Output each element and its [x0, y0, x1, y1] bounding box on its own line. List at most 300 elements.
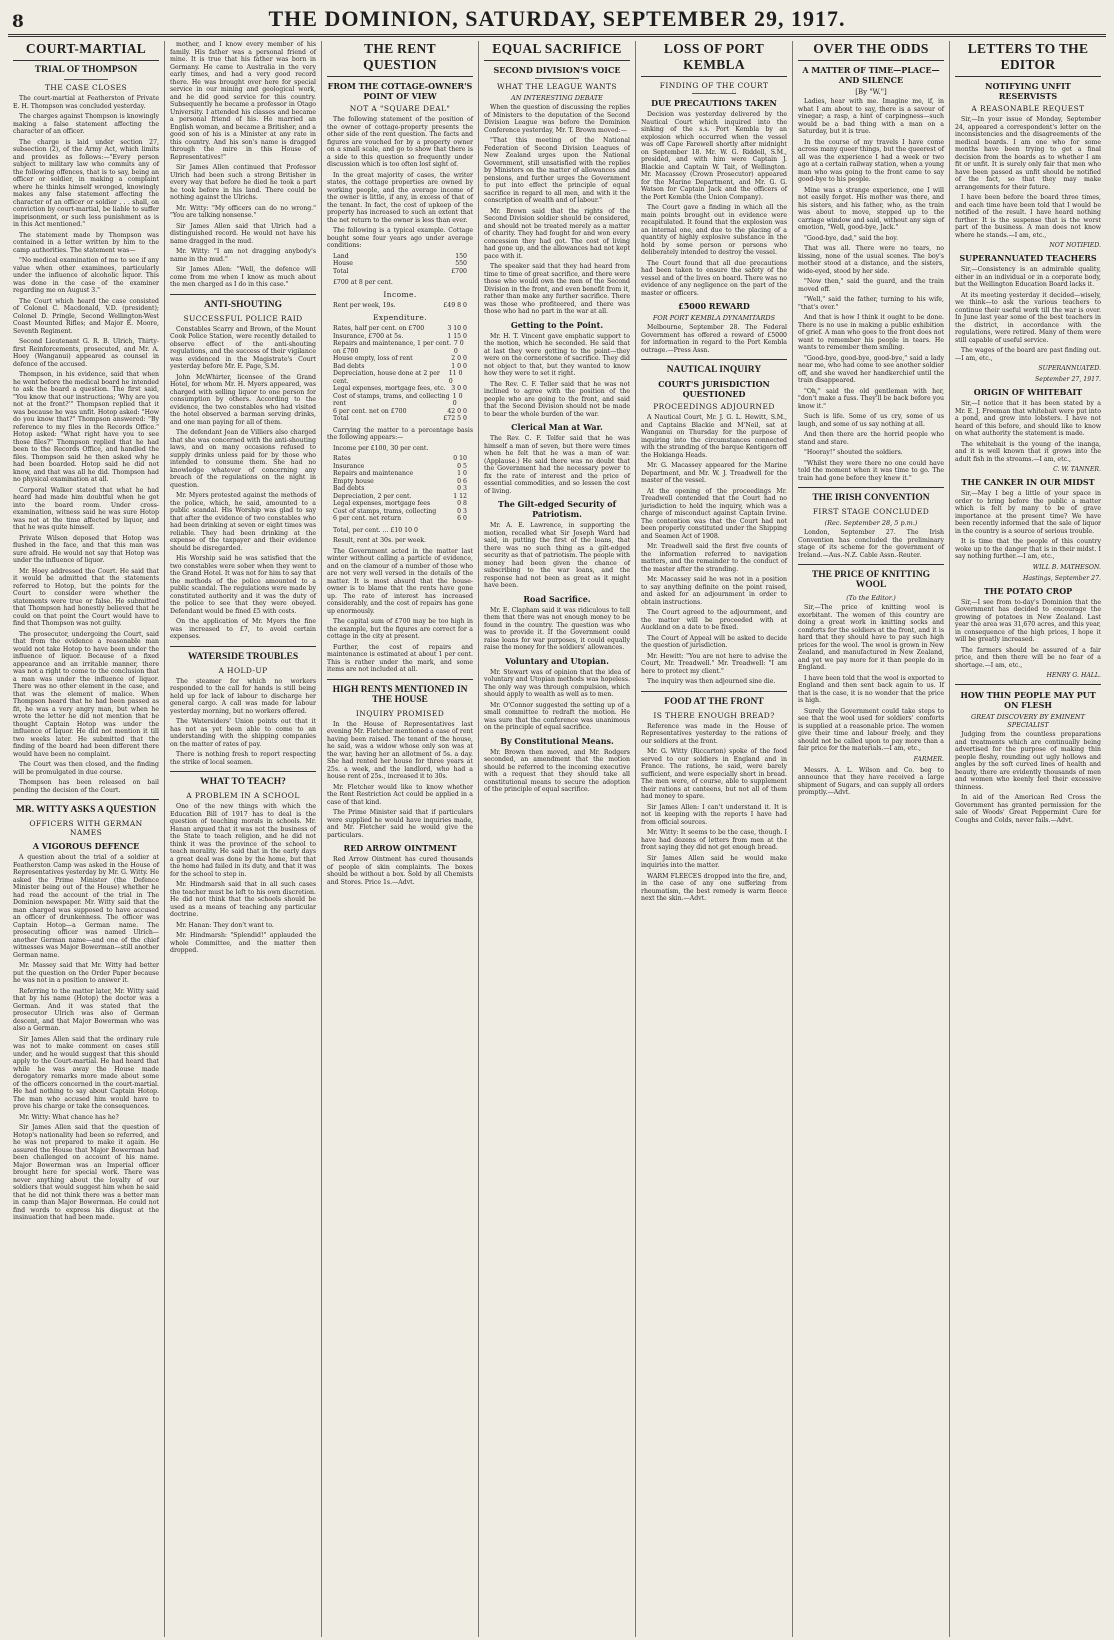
paragraph: On the application of Mr. Myers the fine was increased to £7, to avoid certain expenses.: [170, 618, 316, 640]
paragraph: The Rev. C. F. Telfer said that he was himself a man of seven, but there were times when he felt that he was a man of war. (Applause.) He said there was no doubt that the Government had the necessary power to fix the rate of interest and the price of essential commodities, and so lessen the cost of living.: [484, 435, 630, 495]
paragraph: The Court agreed to the adjournment, and the matter will be proceeded with at Auckland on a date to be fixed.: [641, 609, 787, 631]
table-note: £700 at 8 per cent.: [333, 279, 393, 286]
divider: [641, 359, 787, 360]
paragraph: "Good-bye, dad," said the boy.: [804, 234, 898, 242]
table-row: [327, 268, 473, 276]
table-value: 0 6: [457, 477, 467, 485]
table-value: £700: [451, 267, 467, 275]
signature: NOT NOTIFIED.: [1049, 242, 1101, 249]
reward-subhead: FOR PORT KEMBLA DYNAMITARDS: [652, 314, 776, 322]
subhead-to-editor: (To the Editor.): [846, 594, 896, 602]
paragraph: Total, per cent. ... £10 10 0: [333, 526, 418, 534]
advertisement: WARM FLEECES dropped into the fire, and, in the case of any one suffering from rheumatism, the best remedy is warm fleece next the skin.—Advt.: [641, 872, 787, 902]
table-row: [327, 508, 473, 516]
subhead-problem-school: A PROBLEM IN A SCHOOL: [186, 791, 300, 800]
paragraph: The court-martial at Featherston of Private E. H. Thompson was concluded yesterday.: [13, 95, 159, 110]
paragraph: Mr. Massey said that Mr. Witty had better put the question on the Order Paper because he was not in a position to answer it.: [13, 962, 159, 984]
cost-table: [327, 253, 473, 276]
expenditure-table: [327, 325, 473, 423]
table-value: 2 0 0: [451, 355, 467, 362]
headline-potato-crop: THE POTATO CROP: [983, 585, 1073, 596]
paragraph: I have been told that the wool is exported to England and then sent back again to us. If that is the case, it is no wonder that the price is high.: [798, 674, 944, 704]
paragraph: Income per £100, 30 per cent.: [333, 444, 429, 452]
table-value: 1 0: [457, 470, 467, 477]
table-label: Rates: [333, 455, 351, 462]
table-row: [327, 515, 473, 523]
article-body: [327, 427, 473, 453]
paragraph: "Good-bye, good-bye, good-bye," said a lady near me, who had come to see another soldier off, and she waved her handkerchief until the train disappeared.: [798, 354, 944, 384]
divider: [955, 684, 1101, 685]
paragraph: Mr. Myers protested against the methods of the police, which, he said, amounted to a public scandal. His Worship was glad to say that after the evidence of two constables who had been drinking at seven or eight times was reliable. They had been drinking at the expense of the taxpayer and their evidence should be disregarded.: [170, 492, 316, 552]
table-row: [327, 393, 473, 408]
table-label: Legal expenses, mortgage fees: [333, 500, 431, 507]
paragraph: Mr. Witty: "My officers can do no wrong." "You are talking nonsense.": [170, 204, 316, 219]
subhead-square-deal: NOT A "SQUARE DEAL": [349, 104, 451, 113]
table-label: Repairs and maintenance, 1 per cent. on £700: [333, 340, 452, 355]
article-body: [327, 721, 473, 840]
article-body: [484, 333, 630, 419]
column-5: [636, 41, 793, 1637]
table-value: 7 0 0: [453, 340, 464, 355]
table-label: Insurance: [333, 462, 365, 470]
paragraph: "Oh," said the old gentleman with her, "don't make a fuss. They'll be back before you know it.": [798, 387, 944, 410]
paragraph: The Court which heard the case consisted of Colonel C. Macdonald, V.D. (president); Colonel D. Pringle, Second Wellington-West Coast Mounted Rifles; and Major E. Moore, Seventh Regiment.: [13, 297, 159, 335]
paragraph: Mr. Treadwell said the first five counts of the information referred to navigation matters, and the remainder to the conduct of the master after the stranding.: [641, 543, 787, 573]
signature: FARMER.: [913, 755, 944, 763]
paragraph: The prosecutor, undergoing the Court, said that from the evidence a reasonable man would not take Hotop to have been under the influence of liquor. Because of a fixed appearance and an irritable manner, there was not a right to come to the conclusion that a man was under the influence of liquor. There was no other element in the case, and that was the element of malice. When Thompson heard that he had been passed as fit, he was a very angry man, but when he wrote the letter he did not mention that he thought Captain Hotop was under the influence of liquor. He did not mention it till two weeks later. He submitted that the finding of the board had been different there would have been no complaint.: [13, 630, 159, 758]
subhead-time-place: A MATTER OF TIME—PLACE—AND SILENCE: [802, 65, 940, 85]
paragraph: Corporal Walker stated that what he had heard had made him doubtful when he got into the board room. Under cross-examination, witness said he was sure Hotop was not at the time affected by liquor, and that he was quite himself.: [13, 486, 159, 531]
table-row: [327, 478, 473, 486]
headline-nautical-inquiry: NAUTICAL INQUIRY: [666, 365, 762, 375]
paragraph: Mine was a strange experience, one I will not easily forget. His mother was there, and his sisters, and his father, who, as the train was about to move, stepped up to the carriage window and said, without any sign of emotion, "Well, good-bye, Jack.": [798, 186, 944, 231]
paragraph: Decision was yesterday delivered by the Nautical Court which inquired into the sinking of the s.s. Port Kembla by an explosion which occurred when the vessel was off Cape Farewell shortly after midnight on September 18. Mr. W. G. Riddell, S.M., presided, and with him were Captain J. Blackie and Captain W. Tait, of Wellington. Mr. Macassey (Crown Prosecutor) appeared for the Marine Department, and Mr. G. G. Watson for Captain Jack and the officers of the Port Kembla (the Union Company).: [641, 111, 787, 201]
headline-knitting-wool: THE PRICE OF KNITTING WOOL: [811, 570, 931, 590]
paragraph: The farmers should be assured of a fair price, and then there will be no fear of a shortage.—I am, etc.,: [955, 646, 1101, 669]
paragraph: Sir,—I notice that it has been stated by a Mr. E. J. Freeman that whitebait were put into a pond, and grew into lobsters. I have not heard of this before, and should like to know on what authority the statement is made.: [955, 400, 1101, 437]
paragraph: Mr. Witty: What chance has he?: [19, 1113, 119, 1121]
table-title-expenditure: Expenditure.: [372, 313, 428, 322]
table-row: [327, 363, 473, 371]
subhead-adjourned: PROCEEDINGS ADJOURNED: [653, 402, 775, 411]
divider: [327, 679, 473, 680]
article-body: [13, 1114, 159, 1222]
article-body: [170, 678, 316, 767]
paragraph: I have been before the board three times, and each time have been told that I would be notified of the result. I have heard nothing further. It is the suspense that is the worst part of the business. A man does not know where he stands.—I am, etc.,: [955, 194, 1101, 239]
signature: SUPERANNUATED.: [1038, 365, 1101, 372]
paragraph: "Hooray!" shouted the soldiers.: [804, 449, 903, 456]
divider: [535, 78, 579, 79]
crosshead: By Constitutional Means.: [500, 735, 614, 746]
subhead-case-closes: THE CASE CLOSES: [44, 83, 128, 92]
article-body: [484, 669, 630, 732]
paragraph: "Well," said the father, turning to his wife, "that's over.": [798, 296, 944, 311]
paragraph: It is time that the people of this country woke up to the danger that is in their midst. I say nothing further.—I am, etc.,: [955, 538, 1101, 560]
paragraph: A Nautical Court, Mr. J. G. L. Hewitt, S.M., and Captains Blackie and M'Neil, sat at Wanganui on Thursday for the purpose of inquiring into the circumstances connected with the stranding of the barque Kentigern off the Hokianga Heads.: [641, 414, 787, 459]
subhead-first-stage: FIRST STAGE CONCLUDED: [812, 507, 930, 516]
article-body: [484, 435, 630, 495]
headline-letters: LETTERS TO THE EDITOR: [955, 41, 1101, 77]
subhead-inquiry: INQUIRY PROMISED: [355, 708, 445, 718]
paragraph: Sir James Allen continued that Professor Ulrich had been such a strong Britisher in every way that before he died he took a part he took before in his land. There could be nothing against the Ulrichs.: [170, 164, 316, 201]
crosshead: Road Sacrifice.: [523, 593, 591, 604]
subhead-bread: IS THERE ENOUGH BREAD?: [653, 710, 775, 720]
article-body: [13, 854, 159, 1111]
headline-court-martial: COURT-MARTIAL: [13, 41, 159, 61]
table-value: 3 0 0: [451, 385, 467, 392]
table-label: Insurance, £700 at 5s.: [333, 332, 404, 340]
article-body: [955, 116, 1101, 239]
column-3: [322, 41, 479, 1637]
paragraph: Such is life. Some of us cry, some of us laugh, and some of us say nothing at all.: [798, 413, 944, 428]
table-value: 3 10 0: [447, 325, 467, 332]
article-body: [484, 749, 630, 794]
paragraph: A question about the trial of a soldier at Featherston Camp was asked in the House of Representatives yesterday by Mr. G. Witty. He asked the Prime Minister (the Defence Minister being out of the House) whether he had read the account of the trial in The Dominion newspaper. Mr. Witty said that the man charged was supposed to have accused an officer of drunkenness. The officer was Captain Hotop—a German name. The prosecuting officer was named Ulrich—another German name—and one of the chief witnesses was Major Bowerman—still another German name.: [13, 854, 159, 959]
subhead-trial: TRIAL OF THOMPSON: [34, 65, 138, 75]
paragraph: Sir,—I see from to-day's Dominion that the Government has decided to encourage the growing of potatoes in New Zealand. Last year the area was 31,670 acres, and this year, in consequence of the high prices, I hope it will be greatly increased.: [955, 598, 1101, 643]
paragraph: At its meeting yesterday it decided—wisely, we think—to ask the various teachers to continue their useful work till the war is over. In June last year some of the best teachers in the district, in accordance with the regulations, were retired. Many of them were still capable of useful service.: [955, 291, 1101, 344]
percentage-table: [327, 455, 473, 523]
paragraph: The wages of the board are past finding out.—I am, etc.,: [955, 347, 1101, 362]
paragraph: Surely the Government could take steps to see that the wool used for soldiers' comforts is supplied at a reasonable price. The women give their time and labour freely, and they should not be called upon to pay more than a fair price for the materials.—I am, etc.,: [798, 707, 944, 752]
subhead-vigorous-defence: A VIGOROUS DEFENCE: [32, 841, 140, 851]
table-label: Depreciation, house done at 2 per cent.: [333, 370, 440, 385]
table-value: 6 0: [457, 515, 467, 522]
table-label: Rates, half per cent. on £700: [333, 325, 425, 332]
paragraph: When the question of discussing the replies of Ministers to the deputation of the Second Division League was before the Dominion Conference yesterday, Mr. T. Brown moved:—: [484, 104, 630, 134]
newspaper-title: THE DOMINION, SATURDAY, SEPTEMBER 29, 1917.: [268, 6, 846, 31]
article-body: [955, 731, 1101, 824]
column-1: [8, 41, 165, 1637]
subhead-league-wants: WHAT THE LEAGUE WANTS: [497, 82, 617, 91]
table-row: [327, 333, 473, 341]
headline-canker: THE CANKER IN OUR MIDST: [961, 477, 1095, 487]
byline: [By "W."]: [855, 88, 887, 96]
paragraph: One of the new things with which the Education Bill of 1917 has to deal is the question of teaching morals in schools. Mr. Hanan argued that it was not the business of the State to teach religion, and he did not think it was the province of the school to teach morality. He said that in the early days a great deal was done by the home, but that the home had failed in its duty, and that it was for the school to step in.: [170, 803, 316, 878]
paragraph: And that is how I think it ought to be done. There is no use in making a public exhibition of grief. A man who goes to the front does not want to remember his people in tears. He wants to remember them smiling.: [798, 314, 944, 351]
table-value: 11 0 0: [448, 370, 463, 385]
page-number: 8: [12, 12, 24, 32]
paragraph: The Court found that all due precautions had been taken to ensure the safety of the vessel and of the lives on board. There was no evidence of any negligence on the part of the master or officers.: [641, 259, 787, 297]
column-2: [165, 41, 322, 1637]
paragraph: Mr. G. Witty (Riccarton) spoke of the food served to our soldiers in England and in France. The rations, he said, were barely sufficient, and were especially short in bread. The men were, of course, able to supplement their rations at canteens, but not all of them had money to spare.: [641, 748, 787, 800]
advertisement: Messrs. A. L. Wilson and Co. beg to announce that they have received a large shipment of Sugars, and can supply all orders promptly.—Advt.: [798, 766, 944, 796]
paragraph: Mr. Witty: It seems to be the case, though. I have had dozens of letters from men at the front saying they did not get enough bread.: [641, 829, 787, 851]
table-value: 1 0 0: [451, 362, 467, 370]
paragraph: Mr. A. E. Lawrence, in supporting the motion, recalled what Sir Joseph Ward had said, in putting the first of the loans, that there was no such thing as a gilt-edged security as that of patriotism. The people with money had been given the chance of subscribing to the war loans, and the response had not been as great as it might have been.: [484, 522, 630, 589]
article-body: [170, 803, 316, 955]
table-row: [327, 408, 473, 416]
table-value: 1 12: [453, 492, 467, 500]
subhead-discovery: GREAT DISCOVERY BY EMINENT SPECIALIST: [971, 713, 1085, 729]
paragraph: "Whilst they were there no one could have told the moment when it was time to go. The train had gone before they knew it.": [798, 459, 944, 482]
crosshead: The Gilt-edged Security of Patriotism.: [497, 499, 617, 519]
divider: [692, 93, 736, 94]
headline-rent-question: THE RENT QUESTION: [327, 41, 473, 77]
subhead-precautions: DUE PRECAUTIONS TAKEN: [651, 98, 777, 108]
paragraph: Further, the cost of repairs and maintenance is estimated at about 1 per cent. This is rather under the mark, and some items are not included at all.: [327, 643, 473, 673]
article-body: [327, 116, 473, 250]
paragraph: The Court of Appeal will be asked to decide the question of jurisdiction.: [641, 634, 787, 649]
paragraph: Thompson has been released on bail pending the decision of the Court.: [13, 779, 159, 794]
paragraph: In the House of Representatives last evening Mr. Fletcher mentioned a case of rent having been raised. The tenant of the house, he said, was a widow whose only son was at the war, having her an allotment of 5s. a day. She had rented her house for three years at 25s. a week, and the landlord, who had a house rent of 25s., increased it to 30s.: [327, 720, 473, 780]
paragraph: Mr. Stewart was of opinion that the idea of voluntary and Utopian methods was hopeless. The only way was through compulsion, which should apply to wealth as well as to men.: [484, 668, 630, 698]
table-row: [327, 455, 473, 463]
subhead-german-names: OFFICERS WITH GERMAN NAMES: [29, 819, 143, 837]
table-label: Total: [333, 415, 349, 422]
paragraph: "That this meeting of the National Federation of Second Division Leagues of New Zealand urges upon the National Government, still unsatisfied with the replies by Ministers on the matter of allowances and pensions, and further urges the Government to put into effect the principle of equal sacrifice in regard to all men, and with it the conscription of wealth and of labour.": [484, 137, 630, 204]
article-body: [641, 414, 787, 686]
masthead: [8, 4, 1106, 37]
subhead-jurisdiction: COURT'S JURISDICTION QUESTIONED: [658, 379, 770, 399]
article-body: [955, 266, 1101, 362]
table-label: Total: [333, 267, 349, 275]
reward-text: Melbourne, September 28. The Federal Government has offered a reward of £5000 for information in regard to the Port Kembla outrage.—Press Assn.: [641, 324, 787, 354]
subhead-debate: AN INTERESTING DEBATE: [511, 94, 603, 102]
paragraph: The charges against Thompson is knowingly making a false statement affecting the character of an officer.: [13, 113, 159, 135]
table-value: 0 10: [453, 455, 467, 462]
paragraph: Sir James Allen said that the ordinary rule was not to make comment on cases still under, and he would suggest that this should apply to the Court-martial. He had heard that while he was away the House made derogatory remarks more made about some of the officers concerned in the court-martial. He had nothing to say about Captain Hotop. The man who accused him would have to prove his charge or take the consequences.: [13, 1035, 159, 1110]
article-body: [798, 604, 944, 753]
paragraph: The Rev. C. F. Teller said that he was not inclined to agree with the position of the people who are going to the front, and said that the Second Division should not be made to bear the whole burden of the war.: [484, 380, 630, 418]
table-label: Empty house: [333, 477, 374, 485]
divider: [170, 771, 316, 772]
paragraph: Sir,—In your issue of Monday, September 24, appeared a correspondent's letter on the inconsistencies and the disagreements of the medical boards. I am one who for some months have been trying to get a final decision from the boards as to whether I am fit or unfit. It is surely only fair that men who have been passed as unfit should be notified of the fact, so that they may make arrangements for their future.: [955, 116, 1101, 191]
paragraph: Sir,—Consistency is an admirable quality, either in an individual or in a corporate body, but the Wellington Education Board lacks it.: [955, 266, 1101, 288]
table-title-income: Income.: [383, 289, 417, 299]
paragraph: In aid of the American Red Cross the Government has granted permission for the sale of Woods' Great Peppermint Cure for Coughs and Colds, never fails.—Advt.: [955, 794, 1101, 824]
headline-anti-shouting: ANTI-SHOUTING: [203, 299, 283, 310]
paragraph: mother, and I know every member of his family. His father was a personal friend of mine. It is true that his father was born in Germany. He came to Australia in the very early times, and had a very good record there. He was brought over here for special service in our mining and geological work, and he did good service for this country. Subsequently he became a professor in Otago University. I attended his classes and became a personal friend of his. He married an English woman, and became a Britisher, and a good son of his is a Minister at any rate in this country. And his son's name is dragged through the mire in this House of Representatives!": [170, 41, 316, 161]
headline-superannuated: SUPERANNUATED TEACHERS: [959, 253, 1097, 263]
table-value: 0 3: [457, 507, 467, 515]
paragraph: "Now then," said the guard, and the train moved off.: [798, 278, 944, 293]
paragraph: Mr. Macassey said he was not in a position to say anything definite on the point raised, and asked for an adjournment in order to obtain instructions.: [641, 576, 787, 606]
table-row: [327, 355, 473, 363]
column-6: [793, 41, 950, 1637]
paragraph: Judging from the countless preparations and treatments which are continually being advertised for the purpose of making thin people fleshy, rounding out ugly hollows and angles by the soft curved lines of health and beauty, there are evidently thousands of men and women who keenly feel their excessive thinness.: [955, 731, 1101, 791]
advertisement: Red Arrow Ointment has cured thousands of people of skin complaints. The boxes should be without a box. Sold by all Chemists and Stores. Price 1s.—Advt.: [327, 856, 473, 886]
divider: [13, 799, 159, 800]
table-label: Bad debts: [333, 485, 365, 492]
headline-port-kembla: LOSS OF PORT KEMBLA: [641, 41, 787, 77]
table-label: Land: [333, 252, 349, 260]
paragraph: Mr. Brown said that the rights of the Second Division soldier should be considered, and should not be treated merely as a matter of charity. They had fought for and won every concession they had got. The cost of living had gone up, and the allowances had not kept pace with it.: [484, 207, 630, 260]
paragraph: Sir James Allen: I can't understand it. It is not in keeping with the reports I have had from official sources.: [641, 803, 787, 826]
table-value: 0 5: [457, 462, 467, 470]
table-row: [327, 302, 473, 310]
paragraph: Sir James Allen said that Ulrich had a distinguished record. He would not have his name dragged in the mud.: [170, 222, 316, 245]
table-row: [327, 370, 473, 385]
paragraph: Mr. Brown then moved, and Mr. Rodgers seconded, an amendment that the motion should be referred to the incoming executive with a request that they should take all constitutional means to secure the adoption of the principle of equal sacrifice.: [484, 748, 630, 793]
paragraph: Mr. Hindmarsh: "Splendid!" applauded the whole Committee, and the matter then dropped.: [170, 932, 316, 954]
divider: [798, 564, 944, 565]
table-row: [327, 253, 473, 261]
article-body: [170, 326, 316, 641]
paragraph: Sir,—The price of knitting wool is exorbitant. The women of this country are doing a great work in knitting socks and comforts for the soldiers at the front, and it is hard that they should have to pay such high prices for the wool. The wool is grown in New Zealand, and manufactured in New Zealand, and yet we pay more for it than people do in England.: [798, 604, 944, 671]
paragraph: Private Wilson deposed that Hotop was flushed in the face, and that this man was sure afraid. He would not say that Hotop was under the influence of liquor.: [13, 534, 159, 564]
column-7: [950, 41, 1106, 1637]
paragraph: His Worship said he was satisfied that the two constables were sober when they went to the Grand Hotel. It was not for him to say that the methods of the police amounted to a public scandal. The regulations were made by constituted authority and it was the duty of the police to see that they were obeyed. Defendant would be fined £5 with costs.: [170, 555, 316, 615]
table-row: [327, 260, 473, 268]
paragraph: Ladies, hear with me. Imagine me, if, in what I am about to say, there is a savour of vinegar; a rasp, a hint of carpingness—such would be a bad thing with a man on a Saturday, but it is true.: [798, 98, 944, 135]
table-label: House: [333, 260, 353, 267]
subhead-cottage-owner: FROM THE COTTAGE-OWNER'S POINT OF VIEW: [327, 81, 473, 101]
paragraph: "No medical examination of me to see if any value when other examinees, particularly under the influence of alcoholic liquor. This was done in the case of the examiner regarding me on August 3.": [13, 257, 159, 294]
crosshead: Getting to the Point.: [510, 319, 604, 330]
table-value: 0 8: [457, 500, 467, 507]
cable-text: London, September 27. The Irish Convention has concluded the preliminary stage of its scheme for the government of Ireland.—Aus.-N.Z. Cable Assn.-Reuter.: [798, 529, 944, 559]
article-body: [641, 111, 787, 297]
paragraph: The Court was then closed, and the finding will be promulgated in due course.: [13, 761, 159, 776]
table-row: [327, 500, 473, 508]
signature: HENRY G. HALL.: [1046, 672, 1101, 679]
paragraph: Mr. Hanan: They don't want to.: [176, 921, 274, 929]
paragraph: At the opening of the proceedings Mr. Treadwell contended that the Court had no jurisdiction to hold the inquiry, which was a charge of misconduct against Captain Irvine. The contention was that the Court had not been properly constituted under the Shipping and Seamen Act of 1908.: [641, 487, 787, 540]
paragraph: The inquiry was then adjourned sine die.: [647, 678, 776, 685]
table-label: Rent per week, 19s.: [333, 301, 396, 309]
paragraph: Mr. G. Macassey appeared for the Marine Department, and Mr. W. J. Treadwell for the master of the vessel.: [641, 462, 787, 484]
subhead-reasonable-request: A REASONABLE REQUEST: [971, 104, 1085, 113]
crosshead: Clerical Man at War.: [511, 422, 603, 432]
headline-waterside: WATERSIDE TROUBLES: [187, 651, 299, 662]
paragraph: Mr. Hewitt: "You are not here to advise the Court, Mr. Treadwell." Mr. Treadwell: "I am here to protect my client.": [641, 652, 787, 675]
paragraph: The Government acted in the matter last winter without calling a particle of evidence, and on the clamour of a number of those who are not very well versed in the details of the matter. It is most absurd that the house-owner is to blame that the rents have gone up. The rate of interest has increased considerably, and the cost of repairs has gone up enormously.: [327, 547, 473, 615]
table-row: [327, 470, 473, 478]
paragraph: And then there are the horrid people who stand and stare.: [798, 431, 944, 446]
table-row: [327, 415, 473, 423]
table-value: 0 3: [457, 485, 467, 492]
headline-witty-question: MR. WITTY ASKS A QUESTION: [15, 805, 157, 815]
headline-irish-convention: THE IRISH CONVENTION: [812, 493, 930, 503]
column-4: [479, 41, 636, 1637]
paragraph: Result, rent at 30s. per week.: [333, 537, 426, 544]
table-value: 42 0 0: [447, 407, 467, 415]
columns: [8, 41, 1106, 1637]
dateline: (Rec. September 28, 5 p.m.): [824, 519, 918, 527]
table-row: [327, 385, 473, 393]
article-body: [484, 104, 630, 316]
table-label: Depreciation, 2 per cent.: [333, 492, 412, 500]
paragraph: The whitebait is the young of the inanga, and it is well known that it grows into the adult fish in the streams.—I am, etc.,: [955, 440, 1101, 463]
paragraph: Carrying the matter to a percentage basis the following appears:—: [327, 426, 473, 441]
table-value: 550: [455, 260, 467, 267]
paragraph: Mr. Hoey addressed the Court. He said that it would be admitted that the statements referred to Hotop, but the points for the Court to consider were whether the statements were true or false. He submitted that Thompson had honestly believed that he could on that point the Court would have to find that Thompson was not guilty.: [13, 567, 159, 627]
paragraph: Mr. Witty: "I am not dragging anybody's name in the mud.": [170, 248, 316, 263]
paragraph: Referring to the matter later, Mr. Witty said that by his name (Hotop) the doctor was a German. And it was stated that the prosecutor Ulrich was also of German descent, and that Major Bowerman who was also a German.: [13, 987, 159, 1032]
table-label: Cost of stamps, trams, collecting: [333, 507, 437, 515]
paragraph: In the great majority of cases, the writer states, the cottage properties are owned by working people, and the average income of the owner is little, if any, in excess of that of the tenant. In fact, the cost of upkeep of the property has increased to such an extent that the net return to the owner is less than ever.: [327, 171, 473, 224]
article-body: [955, 400, 1101, 463]
subhead-finding: FINDING OF THE COURT: [659, 81, 769, 90]
article-body: [484, 607, 630, 652]
paragraph: In the course of my travels I have come across many queer things, but the queerest of all was the experience I had a week or two ago at a certain railway station, when a young man who was going to the front came to say good-bye to his people.: [798, 138, 944, 183]
paragraph: Sir James Allen: "Well, the defence will come from me when I know as much about the men charged as I do in this case.": [170, 266, 316, 288]
table-value: £72 5 0: [443, 415, 467, 422]
divider: [64, 79, 108, 80]
article-body: [641, 723, 787, 870]
paragraph: The charge is laid under section 27, subsection (2), of the Army Act, which limits and provides as follows:—"Every person subject to military law who commits any of the following offences, that is to say, being an officer or soldier, in making a complaint where he thinks himself wronged, knowingly makes any false statement affecting the character of an officer or soldier . . . shall, on conviction by court-martial, be liable to suffer imprisonment, or such less punishment as is in this Act mentioned.": [13, 138, 159, 228]
paragraph: The Prime Minister said that if particulars were supplied he would have inquiries made, and Mr. Fletcher said he would give the particulars.: [327, 809, 473, 839]
income-table: [327, 302, 473, 310]
paragraph: The Court gave a finding in which all the main points brought out in evidence were recapitulated. It found that the explosion was an internal one, and due to the placing of a quantity of highly explosive substance in the hold by some person or persons who deliberately intended to destroy the vessel.: [641, 204, 787, 256]
table-value: 1 0 0: [452, 392, 463, 407]
paragraph: The speaker said that they had heard from time to time of great sacrifice, and there were those who would own the men of the Second Division in the front, and even benefit from it, rather than make any further sacrifice. There was those who profiteered, and there was those who had no part in the war at all.: [484, 263, 630, 315]
paragraph: The Watersiders' Union points out that it has not as yet been able to come to an understanding with the shipping companies on the matter of rates of pay.: [170, 718, 316, 748]
table-value: £49 8 0: [443, 301, 467, 309]
article-body: [327, 527, 473, 674]
article-body: [955, 599, 1101, 670]
divider: [641, 691, 787, 692]
table-label: Bad debts: [333, 362, 365, 370]
headline-high-rents: HIGH RENTS MENTIONED IN THE HOUSE: [332, 684, 468, 705]
table-label: Legal expenses, mortgage fees, etc.: [333, 385, 446, 392]
signature-place: Hastings, September 27.: [1022, 574, 1101, 582]
paragraph: That was all. There were no tears, no kissing, none of the usual scenes. The boy's mother stood at a distance, and the sisters, wide-eyed, stood by her side.: [798, 245, 944, 275]
subhead-hold-up: A HOLD-UP: [218, 665, 268, 675]
paragraph: Constables Scarry and Brown, of the Mount Cook Police Station, were recently detailed to observe effect of the anti-shouting regulations, and the success of their vigilance was evidenced in the Magistrate's Court yesterday before Mr. E. Page, S.M.: [170, 325, 316, 370]
paragraph: Mr. H. T. Vincent gave emphatic support to the motion, which he seconded. He said that at last they were getting to the point—they were on the cornerstone of sacrifice. They did not object to that, but they wanted to know how they were to set it right.: [484, 332, 630, 377]
crosshead: Voluntary and Utopian.: [505, 655, 609, 666]
paragraph: The statement made by Thompson was contained in a letter written by him to the camp authorities. The statement was—: [13, 231, 159, 254]
table-row: [327, 340, 473, 355]
divider: [170, 294, 316, 295]
article-body: [13, 95, 159, 794]
table-label: House empty, loss of rent: [333, 355, 413, 362]
paragraph: Sir,—May I beg a little of your space in order to bring before the public a matter which is felt by many to be of grave importance at the present time? We have been recently informed that the sale of liquor in the country is a source of serious trouble.: [955, 490, 1101, 535]
paragraph: Second Lieutenant G. R. B. Ulrich, Thirty-first Reinforcements, prosecuted, and Mr. A. Hoey (Wanganui) appeared as counsel in defence of the accused.: [13, 338, 159, 368]
paragraph: Sir James Allen said that the question of Hotop's nationality had been so referred, and he was not prepared to make it again. He assured the House that Major Bowerman had been challenged on account of his name. Major Bowerman was an Imperial officer brought here for special work. There was never anything about the loyalty of our soldiers that would suggest him when he said that he did not think there was a better man in camp than Major Bowerman. He could not find words to express his disgust at the insinuation that had been made.: [13, 1124, 159, 1221]
paragraph: The defendant Jean de Villiers also charged that she was concerned with the anti-shouting laws, and on many occasions refused to supply drinks unless paid for by those who intended to consume them. She had no knowledge whatever of concerning any breach of the regulations on the night in question.: [170, 429, 316, 489]
subhead-unfit-reservists: NOTIFYING UNFIT RESERVISTS: [985, 81, 1071, 101]
reward-headline: £5000 REWARD: [678, 301, 750, 311]
headline-whitebait: ORIGIN OF WHITEBAIT: [973, 387, 1083, 397]
subhead-police-raid: SUCCESSFUL POLICE RAID: [183, 313, 303, 323]
paragraph: Thompson, in his evidence, said that when he went before the medical board he intended to ask the board a question. The first said, "You know that our instructions; 'Why are you not at the front?'" Thompson replied that it was because he was unfit. Hotop asked: "How do you know that?" Thompson answered: "By reference to my files in the Records Office." Hotop asked: "What right have you to see those files?" Thompson replied that he had been to the Records Office, and handled the files. Thompson said he then asked why he had been boarded. Hotop said he did not know, and that was all he did. Thompson had no physical examination at all.: [13, 371, 159, 483]
headline-what-to-teach: WHAT TO TEACH?: [200, 777, 286, 787]
signature: WILL B. MATHESON.: [1032, 563, 1101, 571]
paragraph: Sir James Allen said he would make inquiries into the matter.: [641, 854, 787, 869]
paragraph: John McWhirter, licensee of the Grand Hotel, for whom Mr. H. Myers appeared, was charged with selling liquor to one person for consumption by others. According to the evidence, the two constables who had visited the hotel observed a barman serving drinks, and one man paying for all of them.: [170, 373, 316, 426]
article-body: [798, 98, 944, 482]
table-label: 6 per cent. net on £700: [333, 407, 407, 415]
signature: C. W. TANNER.: [1053, 466, 1101, 473]
table-row: [327, 485, 473, 493]
table-row: [327, 463, 473, 471]
table-row: [327, 493, 473, 501]
paragraph: The following statement of the position of the owner of cottage-property presents the other side of the rent question. The facts and figures are vouched for by a property owner on a small scale, and go to show that there is a side to this question so frequently under discussion which is too often lost sight of.: [327, 116, 473, 168]
divider: [170, 646, 316, 647]
paragraph: Reference was made in the House of Representatives yesterday to the rations of our soldiers at the front.: [641, 722, 787, 745]
paragraph: There is nothing fresh to report respecting the strike of local seamen.: [170, 751, 316, 766]
table-label: Cost of stamps, trams, and collecting rent: [333, 392, 450, 407]
headline-thin-people: HOW THIN PEOPLE MAY PUT ON FLESH: [960, 690, 1096, 710]
headline-over-the-odds: OVER THE ODDS: [798, 41, 944, 61]
paragraph: The steamer for which no workers responded to the call for hands is still being held up for lack of labour to discharge her general cargo. A call was made for labour yesterday morning, but no workers offered.: [170, 677, 316, 715]
table-value: 1 15 0: [447, 332, 467, 340]
headline-equal-sacrifice: EQUAL SACRIFICE: [484, 41, 630, 61]
table-row: [327, 325, 473, 333]
ad-headline: RED ARROW OINTMENT: [343, 843, 457, 853]
paragraph: The following is a typical example. Cottage bought some four years ago under average conditions:: [327, 227, 473, 249]
paragraph: Mr. E. Clapham said it was ridiculous to tell them that there was not enough money to be found in the country. The question was who was to provide it. If the Government could raise loans for war purposes, it could equally raise the money for the soldiers' allowances.: [484, 606, 630, 651]
table-value: 150: [455, 252, 467, 260]
paragraph: Mr. O'Connor suggested the setting up of a small committee to redraft the motion. He was sure that the conference was unanimous on the principle of equal sacrifice.: [484, 701, 630, 731]
paragraph: Mr. Hindmarsh said that in all such cases the teacher must be left to his own discretion. He did not think that the schools should be used as a means of teaching any particular doctrine.: [170, 881, 316, 918]
table-label: 6 per cent. net return: [333, 515, 402, 522]
article-body: [955, 490, 1101, 561]
divider: [798, 487, 944, 488]
